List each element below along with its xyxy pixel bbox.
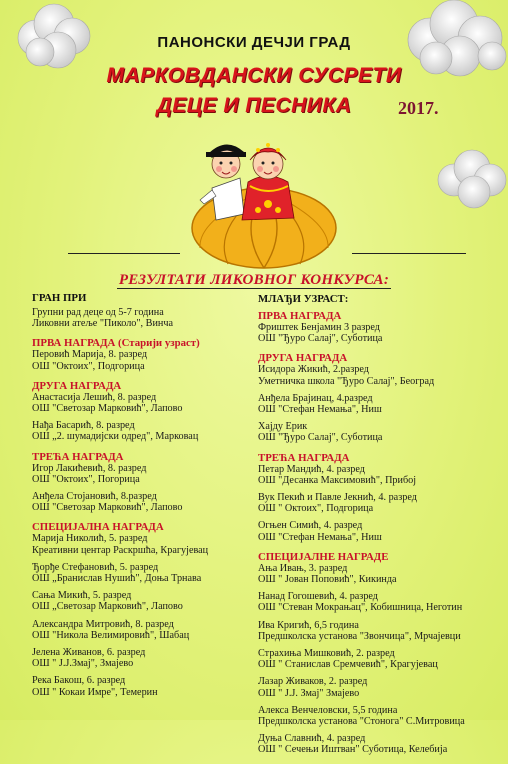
entry-line: ОШ „Бранислав Нушић", Доња Трнава [32, 573, 202, 585]
award-entry [258, 393, 498, 415]
award-entry [32, 647, 257, 669]
second-prize-section [32, 380, 257, 443]
award-entry [32, 619, 257, 641]
award-entry [258, 705, 498, 727]
results-title-text: РЕЗУЛТАТИ ЛИКОВНОГ КОНКУРСА: [118, 272, 390, 288]
award-entry [32, 533, 257, 555]
award-entry [258, 520, 498, 542]
entry-line: ОШ "Стефан Немања", Ниш [258, 531, 382, 543]
junior-second-prize-section [258, 352, 498, 443]
entry-line: Нанад Гогошевић, 4. разред [258, 591, 378, 603]
entry-line: ОШ " Ј.Ј.Змај", Змајево [32, 658, 134, 670]
entry-line: ОШ "Ђуро Салај", Суботица [258, 432, 383, 444]
section-heading: ПРВА НАГРАДА (Старији узраст) [32, 337, 200, 350]
section-heading: ПРВА НАГРАДА [258, 310, 342, 322]
divider-line-right [352, 253, 466, 254]
cloud-decoration-middle-right [430, 146, 508, 210]
junior-special-prize-section [258, 551, 498, 756]
entry-line: Марија Николић, 5. разред [32, 533, 148, 545]
entry-line: Дуња Славнић, 4. разред [258, 733, 366, 745]
entry-line: ОШ „Светозар Марковић", Лапово [32, 601, 183, 613]
entry-line: Уметничка школа "Ђуро Салај", Београд [258, 375, 435, 387]
entry-line: Сања Микић, 5. разред [32, 590, 132, 602]
right-column-results [258, 293, 498, 764]
entry-line: Александра Митровић, 8. разред [32, 618, 174, 630]
award-entry [32, 307, 257, 329]
entry-line: ОШ " Ј.Ј. Змај" Змајево [258, 687, 360, 699]
entry-line: ОШ " Октоих", Подгорица [258, 503, 374, 515]
award-entry [258, 648, 498, 670]
section-heading: ДРУГА НАГРАДА [32, 379, 122, 392]
entry-line: Предшколска установа "Стонога" С.Митровица [258, 716, 465, 728]
entry-line: Нађа Басарић, 8. разред [32, 420, 135, 432]
award-entry [32, 491, 257, 513]
junior-first-prize-section [258, 310, 498, 344]
entry-line: Хајду Ерик [258, 421, 308, 433]
divider-line-left [68, 253, 180, 254]
entry-line: Вук Пекић и Павле Јекнић, 4. разред [258, 492, 417, 504]
section-heading: ТРЕЋА НАГРАДА [32, 450, 124, 463]
festival-title-line-1: МАРКОВДАНСКИ СУСРЕТИ [106, 64, 402, 87]
first-prize-section [32, 337, 257, 371]
entry-line: Креативни центар Раскршћа, Крагујевац [32, 544, 209, 556]
section-heading: СПЕЦИЈАЛНА НАГРАДА [32, 521, 164, 534]
entry-line: Ђорђе Стефановић, 5. разред [32, 561, 159, 573]
entry-line: ОШ "Октоих", Погорица [32, 473, 140, 485]
special-prize-section [32, 521, 257, 697]
award-entry [258, 620, 498, 642]
award-entry [258, 322, 498, 344]
entry-line: ОШ " Јован Поповић", Кикинда [258, 574, 397, 586]
entry-line: Петар Мандић, 4. разред [258, 463, 365, 475]
entry-line: Лазар Живаков, 2. разред [258, 676, 368, 688]
organizer-title: ПАНОНСКИ ДЕЧЈИ ГРАД [157, 34, 351, 51]
entry-line: Анђела Брајинац, 4.разред [258, 392, 373, 404]
entry-line: ОШ "Стеван Мокрањац", Кобишница, Неготин [258, 602, 463, 614]
award-entry [258, 421, 498, 443]
entry-line: Перовић Марија, 8. разред [32, 349, 148, 361]
junior-age-group [258, 293, 498, 305]
junior-third-prize-section [258, 452, 498, 543]
entry-line: Ива Кригић, 6,5 година [258, 619, 359, 631]
entry-line: ОШ „2. шумадијски одред", Марковац [32, 431, 199, 443]
entry-line: ОШ " Кокаи Имре", Темерин [32, 686, 158, 698]
festival-year: 2017. [398, 98, 439, 118]
entry-line: Ања Ивањ, 3. разред [258, 562, 348, 574]
entry-line: ОШ "Стефан Немања", Ниш [258, 404, 382, 416]
entry-line: Ликовни атеље "Пиколо", Винча [32, 318, 173, 330]
award-entry [258, 676, 498, 698]
entry-line: ОШ "Светозар Марковић", Лапово [32, 403, 183, 415]
section-heading: СПЕЦИЈАЛНЕ НАГРАДЕ [258, 550, 389, 563]
grand-prix-section [32, 292, 257, 329]
award-entry [258, 591, 498, 613]
results-title [0, 272, 508, 289]
award-entry [258, 563, 498, 585]
award-entry [32, 590, 257, 612]
entry-line: Анастасија Лешић, 8. разред [32, 391, 157, 403]
entry-line: Предшколска установа "Звончица", Мрчајевци [258, 630, 461, 642]
entry-line: Јелена Живанов, 6. разред [32, 647, 146, 659]
entry-line: Исидора Жикић, 2.разред [258, 364, 369, 376]
award-entry [258, 464, 498, 486]
award-entry [32, 562, 257, 584]
festival-title-line-2: ДЕЦЕ И ПЕСНИКА [156, 94, 352, 117]
pumpkin-children-illustration [178, 130, 348, 270]
section-heading: МЛАЂИ УЗРАСТ: [258, 293, 349, 305]
entry-line: Игор Лакићевић, 8. разред [32, 462, 147, 474]
entry-line: ОШ "Октоих", Подгорица [32, 360, 145, 372]
award-entry [32, 392, 257, 414]
section-heading: ДРУГА НАГРАДА [258, 352, 348, 365]
award-entry [32, 463, 257, 485]
entry-line: Река Бакош, 6. разред [32, 675, 126, 687]
award-entry [32, 675, 257, 697]
entry-line: Страхиња Мишковић, 2. разред [258, 648, 395, 660]
section-heading: ТРЕЋА НАГРАДА [258, 451, 350, 464]
award-entry [32, 349, 257, 371]
entry-line: Алекса Венчеловски, 5,5 година [258, 704, 398, 716]
left-column-results [32, 292, 257, 706]
entry-line: Фриштек Бенјамин 3 разред [258, 322, 380, 333]
entry-line: ОШ " Станислав Сремчевић", Крагујевац [258, 659, 438, 671]
entry-line: ОШ " Сечењи Иштван" Суботица, Келебија [258, 744, 448, 756]
section-heading: ГРАН ПРИ [32, 292, 87, 304]
third-prize-section [32, 451, 257, 514]
award-entry [32, 420, 257, 442]
entry-line: ОШ "Ђуро Салај", Суботица [258, 333, 383, 345]
entry-line: ОШ "Никола Велимировић", Шабац [32, 629, 190, 641]
entry-line: Групни рад деце од 5-7 година [32, 307, 164, 318]
entry-line: ОШ "Светозар Марковић", Лапово [32, 502, 183, 514]
entry-line: Анђела Стојановић, 8.разред [32, 491, 157, 503]
award-entry [258, 364, 498, 386]
award-entry [258, 733, 498, 755]
award-entry [258, 492, 498, 514]
entry-line: ОШ "Десанка Максимовић", Прибој [258, 474, 417, 486]
entry-line: Огњен Симић, 4. разред [258, 520, 363, 532]
